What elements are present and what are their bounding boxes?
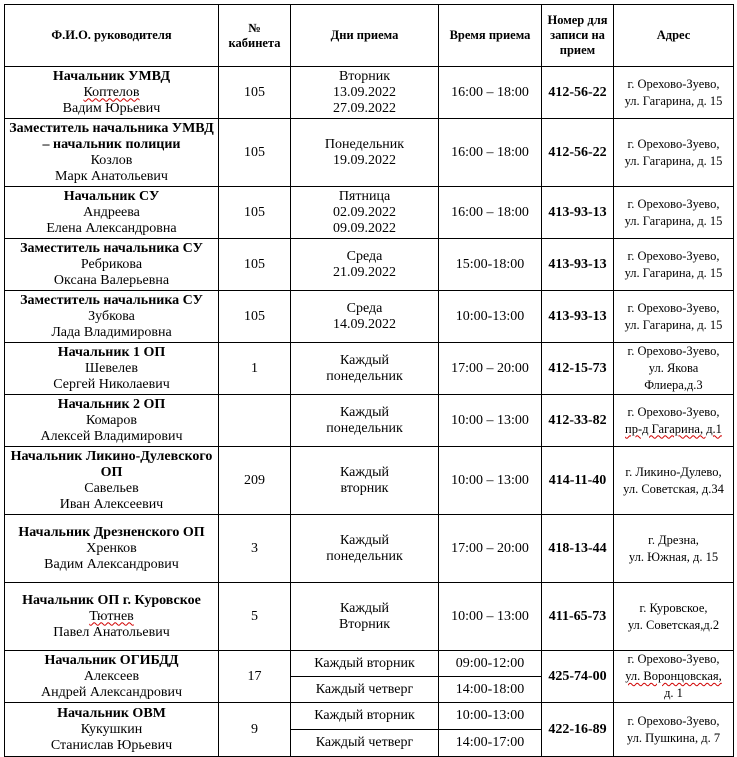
- surname: Андреева: [83, 204, 140, 220]
- fio-cell: [5, 395, 219, 447]
- header-row: [5, 5, 734, 67]
- day-line: Понедельник: [324, 136, 405, 152]
- days-cell: [291, 447, 439, 515]
- address-cell: [614, 67, 734, 119]
- address-line: Флиера,д.3: [644, 378, 703, 392]
- cabinet-cell: 105: [219, 291, 291, 343]
- phone-cell: 411-65-73: [542, 583, 614, 651]
- phone-cell: 425-74-00: [542, 651, 614, 703]
- phone-cell: 412-15-73: [542, 343, 614, 395]
- cabinet-cell: 105: [219, 187, 291, 239]
- surname: Ребрикова: [80, 256, 143, 272]
- fio-cell: [5, 119, 219, 187]
- address-line: ул. Гагарина, д. 15: [624, 317, 723, 332]
- cabinet-cell: 105: [219, 67, 291, 119]
- phone-cell: 414-11-40: [542, 447, 614, 515]
- table-row: [5, 291, 734, 343]
- phone-cell: 413-93-13: [542, 291, 614, 343]
- time-cell: 15:00-18:00: [439, 239, 542, 291]
- address-line: ул. Воронцовская,: [625, 669, 722, 683]
- given-names: Лада Владимировна: [51, 324, 172, 340]
- header-cabinet: № кабинета: [219, 5, 291, 67]
- address-line: г. Орехово-Зуево,: [627, 344, 720, 358]
- days-cell: [291, 187, 439, 239]
- given-names: Станислав Юрьевич: [50, 737, 173, 753]
- day-line: вторник: [340, 480, 389, 496]
- position-title: Начальник ОГИБДД: [44, 652, 179, 668]
- given-names: Вадим Александрович: [44, 556, 179, 572]
- position-title: Начальник 2 ОП: [57, 396, 166, 412]
- header-fio: Ф.И.О. руководителя: [5, 5, 219, 67]
- address-cell: [614, 515, 734, 583]
- day-line: 09.09.2022: [333, 220, 396, 236]
- given-names: Елена Александровна: [46, 220, 177, 236]
- address-cell: [614, 395, 734, 447]
- surname: Кукушкин: [80, 721, 143, 737]
- address-cell: [614, 119, 734, 187]
- cabinet-cell: 105: [219, 239, 291, 291]
- address-line: ул. Гагарина, д. 15: [624, 93, 723, 108]
- time-cell: 10:00 – 13:00: [439, 447, 542, 515]
- address-line: г. Орехово-Зуево,: [627, 196, 720, 211]
- fio-cell: [5, 187, 219, 239]
- cabinet-cell: 105: [219, 119, 291, 187]
- days-cell: Каждый четверг: [291, 677, 439, 703]
- table-row: [5, 651, 734, 677]
- time-cell: 14:00-17:00: [439, 730, 542, 757]
- surname: Хренков: [86, 540, 137, 556]
- day-line: 13.09.2022: [333, 84, 396, 100]
- day-line: Каждый: [339, 600, 390, 616]
- time-cell: 17:00 – 20:00: [439, 515, 542, 583]
- given-names: Марк Анатольевич: [55, 168, 168, 184]
- position-title: Начальник Ликино-Дулевского ОП: [10, 448, 213, 480]
- header-days: Дни приема: [291, 5, 439, 67]
- day-line: 21.09.2022: [333, 264, 396, 280]
- address-cell: [614, 651, 734, 703]
- fio-cell: [5, 651, 219, 703]
- position-title: Заместитель начальника СУ: [20, 292, 203, 308]
- days-cell: [291, 343, 439, 395]
- table-row: [5, 239, 734, 291]
- given-names: Андрей Александрович: [40, 684, 183, 700]
- fio-cell: [5, 703, 219, 757]
- day-line: Пятница: [338, 188, 391, 204]
- time-cell: 16:00 – 18:00: [439, 119, 542, 187]
- address-line: ул. Советская, д.34: [623, 481, 724, 496]
- address-line: ул. Гагарина, д. 15: [624, 213, 723, 228]
- phone-cell: 412-33-82: [542, 395, 614, 447]
- given-names: Вадим Юрьевич: [62, 100, 161, 116]
- table-row: [5, 343, 734, 395]
- days-cell: [291, 119, 439, 187]
- surname: Зубкова: [88, 308, 135, 324]
- day-line: Каждый: [339, 464, 390, 480]
- table-row: [5, 119, 734, 187]
- time-cell: 10:00-13:00: [439, 291, 542, 343]
- day-line: понедельник: [326, 368, 403, 384]
- address-line: ул. Пушкина, д. 7: [626, 730, 721, 745]
- position-title: Заместитель начальника СУ: [20, 240, 203, 256]
- fio-cell: [5, 67, 219, 119]
- time-cell: 10:00 – 13:00: [439, 395, 542, 447]
- table-row: [5, 187, 734, 239]
- time-cell: 10:00-13:00: [439, 703, 542, 730]
- days-cell: [291, 291, 439, 343]
- cabinet-cell: 5: [219, 583, 291, 651]
- cabinet-cell: 3: [219, 515, 291, 583]
- header-phone: Номер для записи на прием: [542, 5, 614, 67]
- cabinet-cell: 1: [219, 343, 291, 395]
- reception-schedule-table: [4, 4, 734, 757]
- time-cell: 10:00 – 13:00: [439, 583, 542, 651]
- day-line: Каждый: [339, 404, 390, 420]
- address-line: г. Орехово-Зуево,: [627, 652, 720, 666]
- table-row: [5, 703, 734, 730]
- given-names: Павел Анатольевич: [53, 624, 170, 640]
- address-line: ул. Якова: [648, 361, 699, 375]
- phone-cell: 413-93-13: [542, 187, 614, 239]
- surname: Козлов: [90, 152, 133, 168]
- table-row: [5, 515, 734, 583]
- position-title: Начальник ОВМ: [57, 705, 166, 721]
- address-line: ул. Гагарина, д. 15: [624, 265, 723, 280]
- address-line: ул. Гагарина, д. 15: [624, 153, 723, 168]
- position-title: Начальник СУ: [63, 188, 160, 204]
- given-names: Иван Алексеевич: [59, 496, 164, 512]
- address-cell: [614, 239, 734, 291]
- fio-cell: [5, 583, 219, 651]
- address-cell: [614, 343, 734, 395]
- day-line: 02.09.2022: [333, 204, 396, 220]
- given-names: Оксана Валерьевна: [53, 272, 170, 288]
- surname: Алексеев: [83, 668, 140, 684]
- cabinet-cell: 9: [219, 703, 291, 757]
- address-line: г. Орехово-Зуево,: [627, 248, 720, 263]
- address-line: г. Орехово-Зуево,: [627, 404, 720, 419]
- cabinet-cell: 209: [219, 447, 291, 515]
- day-line: Вторник: [338, 616, 391, 632]
- address-line: пр-д Гагарина, д.1: [625, 421, 722, 436]
- address-cell: [614, 703, 734, 757]
- address-line: ул. Советская,д.2: [627, 617, 720, 632]
- position-title: Начальник УМВД: [52, 68, 171, 84]
- days-cell: [291, 583, 439, 651]
- day-line: Среда: [346, 300, 383, 316]
- surname: Тютнев: [89, 608, 134, 624]
- time-cell: 16:00 – 18:00: [439, 67, 542, 119]
- day-line: понедельник: [326, 420, 403, 436]
- day-line: понедельник: [326, 548, 403, 564]
- days-cell: Каждый четверг: [291, 730, 439, 757]
- fio-cell: [5, 343, 219, 395]
- surname: Савельев: [84, 480, 139, 496]
- days-cell: [291, 515, 439, 583]
- day-line: 14.09.2022: [333, 316, 396, 332]
- address-line: г. Орехово-Зуево,: [627, 136, 720, 151]
- address-cell: [614, 583, 734, 651]
- days-cell: [291, 395, 439, 447]
- phone-cell: 422-16-89: [542, 703, 614, 757]
- phone-cell: 412-56-22: [542, 67, 614, 119]
- address-line: г. Куровское,: [639, 600, 708, 615]
- surname: Шевелев: [85, 360, 138, 376]
- address-line: г. Орехово-Зуево,: [627, 713, 720, 728]
- address-line: г. Орехово-Зуево,: [627, 300, 720, 315]
- phone-cell: 418-13-44: [542, 515, 614, 583]
- given-names: Алексей Владимирович: [40, 428, 183, 444]
- position-title: Начальник 1 ОП: [57, 344, 166, 360]
- address-cell: [614, 447, 734, 515]
- days-cell: Каждый вторник: [291, 651, 439, 677]
- cabinet-cell: [219, 395, 291, 447]
- table-row: [5, 395, 734, 447]
- days-cell: Каждый вторник: [291, 703, 439, 730]
- time-cell: 16:00 – 18:00: [439, 187, 542, 239]
- address-line: д. 1: [664, 686, 683, 700]
- fio-cell: [5, 291, 219, 343]
- day-line: 19.09.2022: [333, 152, 396, 168]
- days-cell: [291, 67, 439, 119]
- table-row: [5, 447, 734, 515]
- table-row: [5, 67, 734, 119]
- fio-cell: [5, 447, 219, 515]
- address-line: г. Дрезна,: [648, 532, 699, 547]
- header-address: Адрес: [614, 5, 734, 67]
- day-line: Среда: [346, 248, 383, 264]
- day-line: 27.09.2022: [333, 100, 396, 116]
- fio-cell: [5, 515, 219, 583]
- phone-cell: 412-56-22: [542, 119, 614, 187]
- days-cell: [291, 239, 439, 291]
- phone-cell: 413-93-13: [542, 239, 614, 291]
- address-cell: [614, 291, 734, 343]
- day-line: Каждый: [339, 532, 390, 548]
- position-title: Начальник Дрезненского ОП: [18, 524, 205, 540]
- header-time: Время приема: [439, 5, 542, 67]
- cabinet-cell: 17: [219, 651, 291, 703]
- time-cell: 17:00 – 20:00: [439, 343, 542, 395]
- position-title: Начальник ОП г. Куровское: [22, 592, 201, 608]
- time-cell: 09:00-12:00: [439, 651, 542, 677]
- surname: Комаров: [86, 412, 137, 428]
- day-line: Каждый: [339, 352, 390, 368]
- address-line: г. Орехово-Зуево,: [627, 76, 720, 91]
- fio-cell: [5, 239, 219, 291]
- table-row: [5, 583, 734, 651]
- address-line: г. Ликино-Дулево,: [625, 464, 722, 479]
- address-cell: [614, 187, 734, 239]
- position-title: Заместитель начальника УМВД – начальник полиции: [9, 120, 214, 152]
- day-line: Вторник: [338, 68, 391, 84]
- address-line: ул. Южная, д. 15: [628, 549, 719, 564]
- time-cell: 14:00-18:00: [439, 677, 542, 703]
- given-names: Сергей Николаевич: [53, 376, 170, 392]
- surname: Коптелов: [83, 84, 140, 100]
